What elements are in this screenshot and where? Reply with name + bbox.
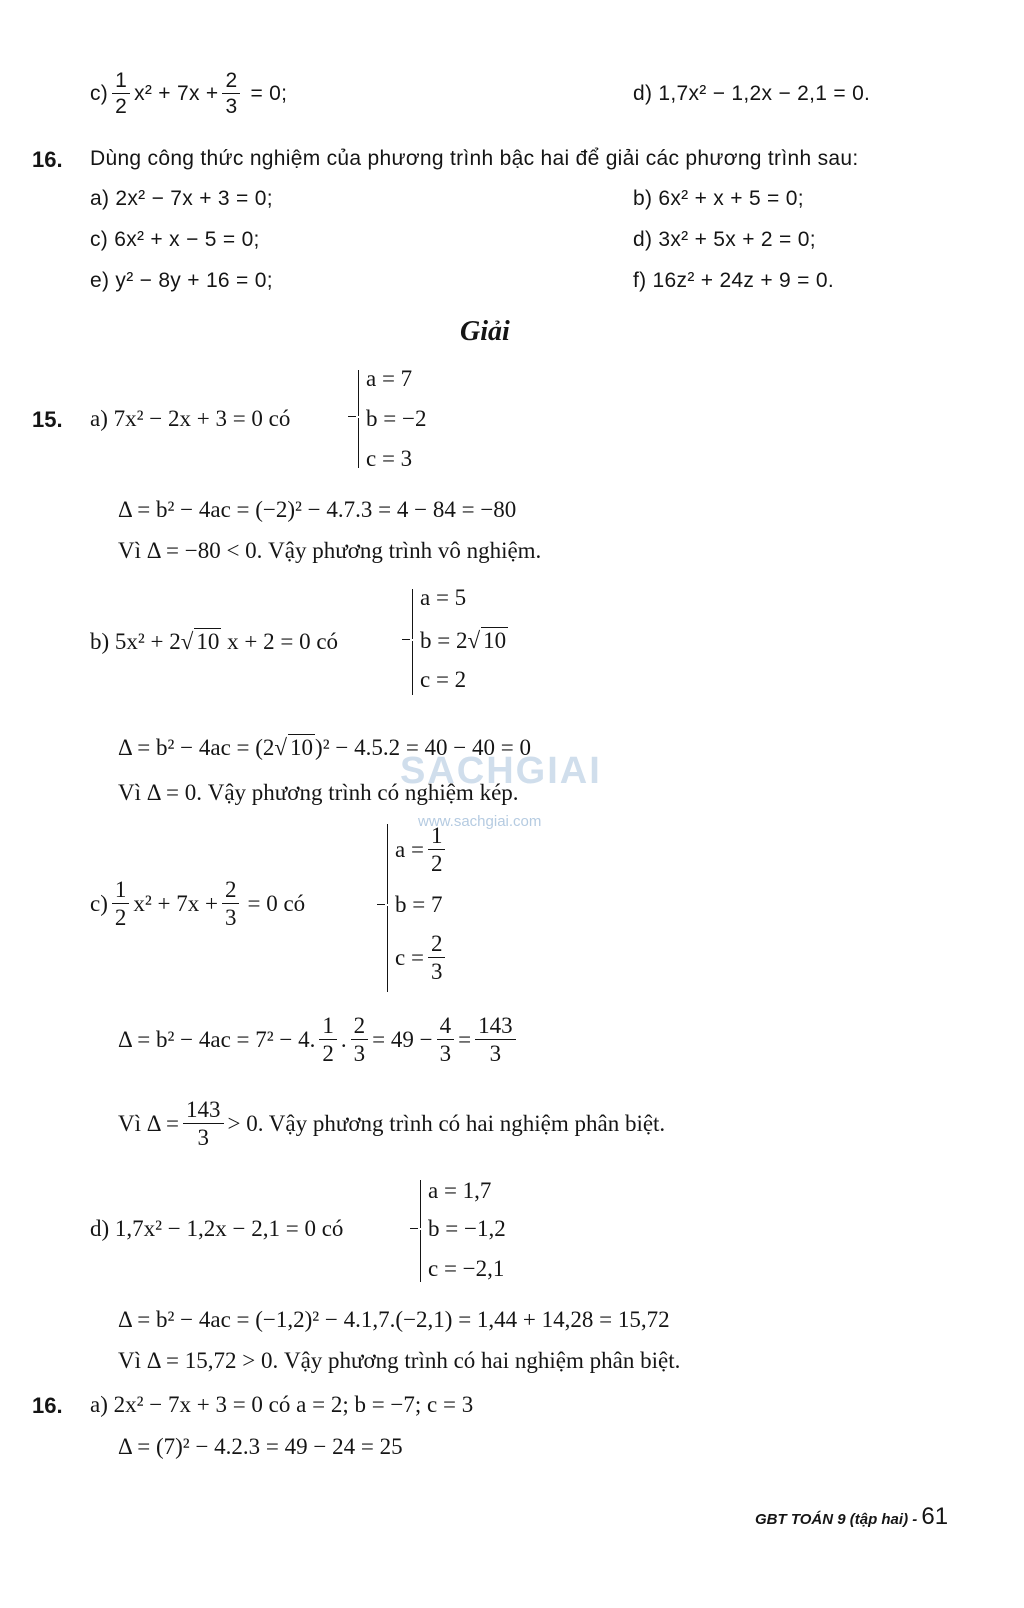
solution-number: 15. — [32, 407, 63, 432]
page-footer — [755, 1503, 948, 1531]
equation: d) 1,7x² − 1,2x − 2,1 = 0 có — [90, 1216, 344, 1241]
coef-a: a = 1,7 — [428, 1178, 492, 1203]
fraction: $\frac{2}{3}$ — [222, 68, 240, 119]
exercise-16b: b) 6x² + x + 5 = 0; — [633, 187, 804, 210]
exercise-16a: a) 2x² − 7x + 3 = 0; — [90, 187, 273, 210]
conclusion: Vì Δ = $\frac{143}{3}$ > 0. Vậy phương trình có hai nghiệm phân biệt. — [118, 1097, 666, 1150]
equation: b) 5x² + 2√ 10 x + 2 = 0 có — [90, 629, 339, 654]
conclusion: Vì Δ = 0. Vậy phương trình có nghiệm kép. — [118, 780, 519, 805]
exercise-16e: e) y² − 8y + 16 = 0; — [90, 269, 273, 292]
delta-line: Δ = b² − 4ac = (−1,2)² − 4.1,7.(−2,1) = 1,44 + 14,28 = 15,72 — [118, 1307, 670, 1332]
watermark-url: www.sachgiai.com — [418, 813, 542, 830]
equation: c) $\frac{1}{2}$ x² + 7x + $\frac{2}{3}$ = 0 có — [90, 877, 306, 930]
coef-a: a = 7 — [366, 366, 413, 391]
solution-number: 16. — [32, 1393, 63, 1418]
coef-b: b = 7 — [395, 892, 443, 917]
watermark-logo: SACHGIAI — [400, 750, 602, 792]
coef-c: c = 2 — [420, 667, 467, 692]
coefficient-system — [352, 366, 472, 476]
question-instruction: Dùng công thức nghiệm của phương trình bậc hai để giải các phương trình sau: — [90, 147, 859, 170]
expression: = 0; — [250, 81, 288, 105]
conclusion: Vì Δ = −80 < 0. Vậy phương trình vô nghiệm. — [118, 538, 542, 563]
coef-c: c = −2,1 — [428, 1256, 505, 1281]
coef-c: c = 3 — [366, 446, 413, 471]
exercise-15d: d) 1,7x² − 1,2x − 2,1 = 0. — [633, 82, 871, 105]
fraction: $\frac{1}{2}$ — [112, 68, 130, 119]
coefficient-system — [406, 585, 546, 705]
coef-b: b = 2√ 10 — [420, 628, 507, 653]
exercise-15c — [90, 68, 287, 119]
coef-c: c = $\frac{2}{3}$ — [395, 930, 449, 985]
coefficient-system — [381, 820, 501, 1000]
exercise-16f: f) 16z² + 24z + 9 = 0. — [633, 269, 834, 292]
expression: x² + 7x + — [134, 81, 219, 105]
conclusion: Vì Δ = 15,72 > 0. Vậy phương trình có hai nghiệm phân biệt. — [118, 1348, 681, 1373]
coefficient-system — [414, 1176, 554, 1296]
book-title: GBT TOÁN 9 (tập hai) - — [755, 1511, 918, 1528]
coef-a: a = $\frac{1}{2}$ — [395, 822, 449, 877]
sqrt: 10 — [196, 629, 220, 654]
delta-line: Δ = b² − 4ac = (2√ 10)² − 4.5.2 = 40 − 40 = 0 — [118, 735, 531, 760]
solution-heading: Giải — [460, 316, 510, 347]
equation: a) 7x² − 2x + 3 = 0 có — [90, 406, 291, 431]
label: c) — [90, 81, 109, 105]
page-number: 61 — [921, 1503, 949, 1530]
delta-line: Δ = (7)² − 4.2.3 = 49 − 24 = 25 — [118, 1434, 403, 1459]
exercise-16c: c) 6x² + x − 5 = 0; — [90, 228, 260, 251]
coef-a: a = 5 — [420, 585, 467, 610]
coef-b: b = −1,2 — [428, 1216, 506, 1241]
question-number: 16. — [32, 147, 63, 172]
delta-line: Δ = b² − 4ac = (−2)² − 4.7.3 = 4 − 84 = −80 — [118, 497, 517, 522]
exercise-16d: d) 3x² + 5x + 2 = 0; — [633, 228, 816, 251]
coef-b: b = −2 — [366, 406, 427, 431]
delta-line: Δ = b² − 4ac = 7² − 4. $\frac{1}{2}$ . $\frac{2}{3}$ = 49 − $\frac{4}{3}$ = $\frac{143}{3}$ — [118, 1012, 520, 1067]
equation: a) 2x² − 7x + 3 = 0 có a = 2; b = −7; c = 3 — [90, 1392, 474, 1417]
